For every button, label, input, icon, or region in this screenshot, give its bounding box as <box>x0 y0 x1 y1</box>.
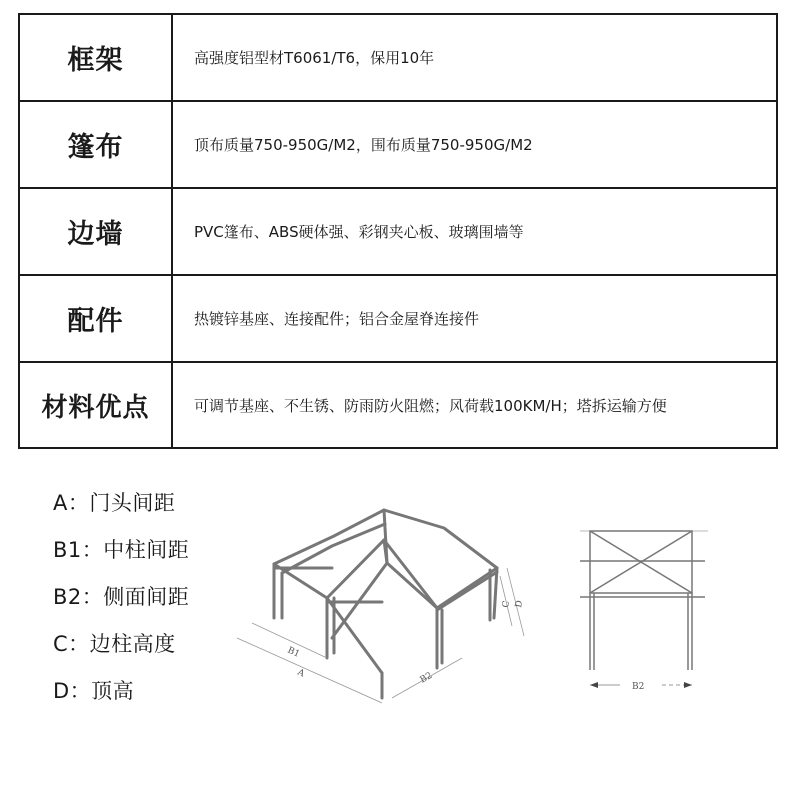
spec-row-label: 篷布 <box>20 102 173 187</box>
legend-item-b2: B2：侧面间距 <box>53 584 190 609</box>
spec-row-value: 高强度铝型材T6061/T6，保用10年 <box>194 49 435 67</box>
spec-row-value: PVC篷布、ABS硬体强、彩钢夹心板、玻璃围墙等 <box>194 223 524 241</box>
dim-label-a: A <box>295 667 306 680</box>
spec-table <box>18 13 778 449</box>
spec-row-advantages <box>20 363 776 448</box>
legend-item-a: A：门头间距 <box>53 490 176 515</box>
dim-label-c: C <box>501 599 513 609</box>
spec-row-label: 配件 <box>20 276 173 361</box>
spec-row-label: 框架 <box>20 15 173 100</box>
dimension-legend <box>53 478 243 713</box>
spec-row-value: 顶布质量750-950G/M2，围布质量750-950G/M2 <box>194 136 533 154</box>
dim-label-b1: B1 <box>285 645 302 660</box>
tent-frame-front-diagram <box>580 525 715 695</box>
spec-row-sidewall <box>20 189 776 276</box>
arrow-right-icon <box>684 682 692 688</box>
spec-row-value: 热镀锌基座、连接配件；铝合金屋脊连接件 <box>194 310 480 328</box>
arrow-left-icon <box>590 682 598 688</box>
dim-label-d: D <box>514 599 526 609</box>
spec-row-label: 边墙 <box>20 189 173 274</box>
spec-row-canvas <box>20 102 776 189</box>
spec-row-accessories <box>20 276 776 363</box>
legend-item-d: D：顶高 <box>53 678 135 703</box>
legend-item-b1: B1：中柱间距 <box>53 537 190 562</box>
dim-label-b2: B2 <box>418 670 435 686</box>
spec-row-label: 材料优点 <box>20 363 173 448</box>
spec-row-frame <box>20 15 776 102</box>
spec-row-value: 可调节基座、不生锈、防雨防火阻燃；风荷载100KM/H；塔拆运输方便 <box>194 397 667 415</box>
front-dim-label-b2: B2 <box>632 682 645 692</box>
legend-item-c: C：边柱高度 <box>53 631 176 656</box>
tent-frame-3d-diagram <box>232 498 552 708</box>
